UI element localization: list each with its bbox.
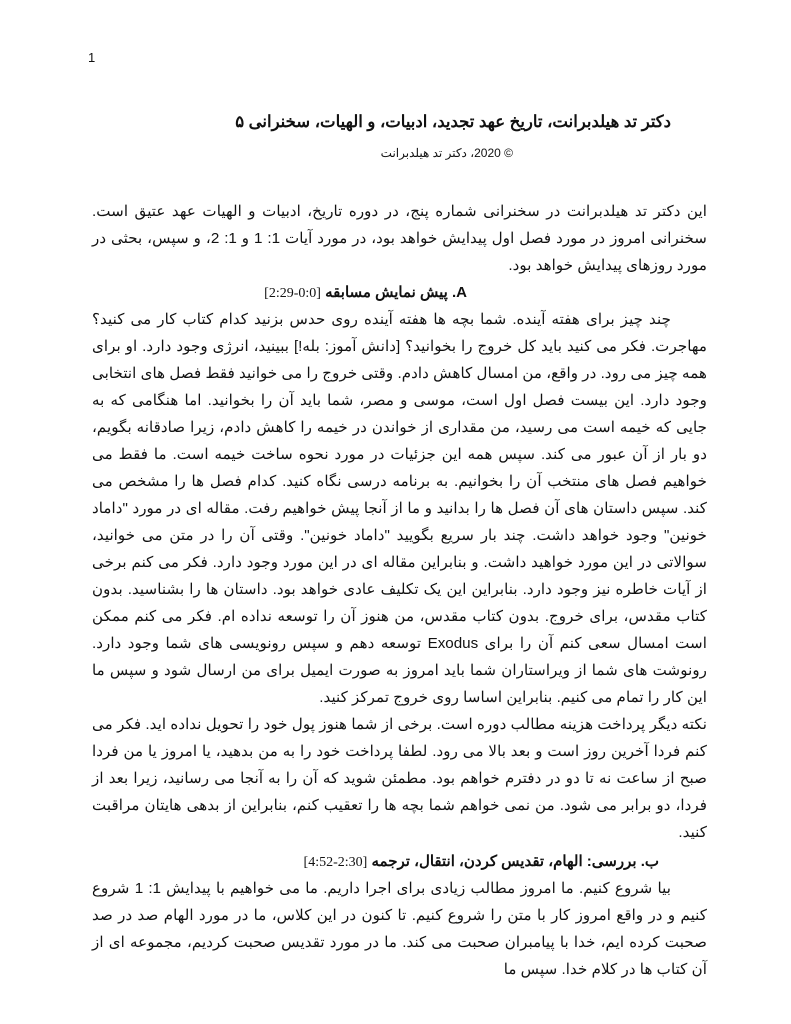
section-b-timestamp: [2:30-4:52] xyxy=(303,855,368,870)
section-a-paragraph-2: نکته دیگر پرداخت هزینه مطالب دوره است. برخی از شما هنوز پول خود را تحویل نداده اید. فکر می کنم فردا آخرین روز است و بعد بالا می رود. لطفا پرداخت خود را به من بدهید، یا امروز یا من فردا صبح از ساعت نه تا دو در دفترم خواهم بود. مطمئن شوید که آن را به آنجا می رسانید، زیرا بعد از فردا، دو برابر می شود. من نمی خواهم شما بچه ها را تعقیب کنم، بنابراین از بدهی هایتان مراقبت کنید. xyxy=(92,716,707,841)
document-body xyxy=(92,198,707,983)
section-a-timestamp: [0:0-2:29] xyxy=(264,286,321,301)
document-title: دکتر تد هیلدبرانت، تاریخ عهد تجدید، ادبیات، و الهیات، سخنرانی ۵ xyxy=(235,113,671,131)
intro-paragraph: این دکتر تد هیلدبرانت در سخنرانی شماره پنج، در دوره تاریخ، ادبیات و الهیات عهد عتیق است. سخنرانی امروز در مورد فصل اول پیدایش خواهد بود، در مورد آیات 1: 1 و 1: 2، و سپس، بحثی در مورد روزهای پیدایش خواهد بود. xyxy=(92,203,707,274)
section-b-heading xyxy=(92,850,707,875)
section-b-paragraph-1: بیا شروع کنیم. ما امروز مطالب زیادی برای اجرا داریم. ما می خواهیم با پیدایش 1: 1 شروع کنیم و در واقع امروز کار با متن را شروع کنیم. تا کنون در این کلاس، ما در مورد الهام صد در صد صحبت کرده ایم، خدا با پیامبران صحبت می کند. ما در مورد تقدیس صحبت کردیم، مجموعه ای از آن کتاب ها در کلام خدا. سپس ما xyxy=(92,880,707,978)
copyright-line: © 2020، دکتر تد هیلدبرانت xyxy=(380,146,513,160)
section-a-heading xyxy=(92,281,707,306)
section-a-paragraph-1: چند چیز برای هفته آینده. شما بچه ها هفته آینده روی حدس بزنید کدام کتاب کار می کنید؟ مهاجرت. فکر می کنید باید کل خروج را بخوانید؟ [دانش آموز: بله!] ببینید، انرژی وجود دارد. او برای همه چیز می رود. در واقع، من امسال کاهش دادم. وقتی خروج را می خوانید فقط فصل های انتخابی وجود دارد. این بیست فصل اول است، موسی و مصر، شما باید آن را بخوانید. اما هنگامی که به جایی که خیمه است می رسید، من مقداری از خواندن در خیمه را کاهش دادم، زیرا صادقانه بگویم، دو بار از آن عبور می کند. سپس همه این جزئیات در مورد نحوه ساخت خیمه است. ما فقط می خواهیم فصل های منتخب آن را بخوانیم. به برنامه درسی نگاه کنید. کدام فصل ها را مشخص می کند. سپس داستان های آن فصل ها را بدانید و ما از آنجا پیش خواهیم رفت. مقاله ای در مورد "داماد خونین" وجود خواهد داشت. چند بار سریع بگویید "داماد خونین". وقتی آن را در متن می خوانید، سوالاتی در این مورد خواهید داشت. و بنابراین مقاله ای در این مورد وجود دارد. فکر می کنم برخی از آیات خاطره نیز وجود دارد. بنابراین این یک تکلیف عادی خواهد بود. داستان ها را بشناسید. بدون کتاب مقدس، برای خروج. بدون کتاب مقدس، من هنوز آن را توسعه نداده ام. فکر می کنم ممکن است امسال سعی کنم آن را برای Exodus توسعه دهم و سپس رونویسی های شما وجود دارد. رونوشت های شما از ویراستاران شما باید امروز به صورت ایمیل برای من ارسال شود و سپس ما این کار را تمام می کنیم. بنابراین اساسا روی خروج تمرکز کنید. xyxy=(92,311,707,706)
section-a-title: A. پیش نمایش مسابقه xyxy=(325,284,467,301)
section-b-title: ب. بررسی: الهام، تقدیس کردن، انتقال، ترجمه xyxy=(371,853,659,870)
page-number: 1 xyxy=(88,50,96,65)
